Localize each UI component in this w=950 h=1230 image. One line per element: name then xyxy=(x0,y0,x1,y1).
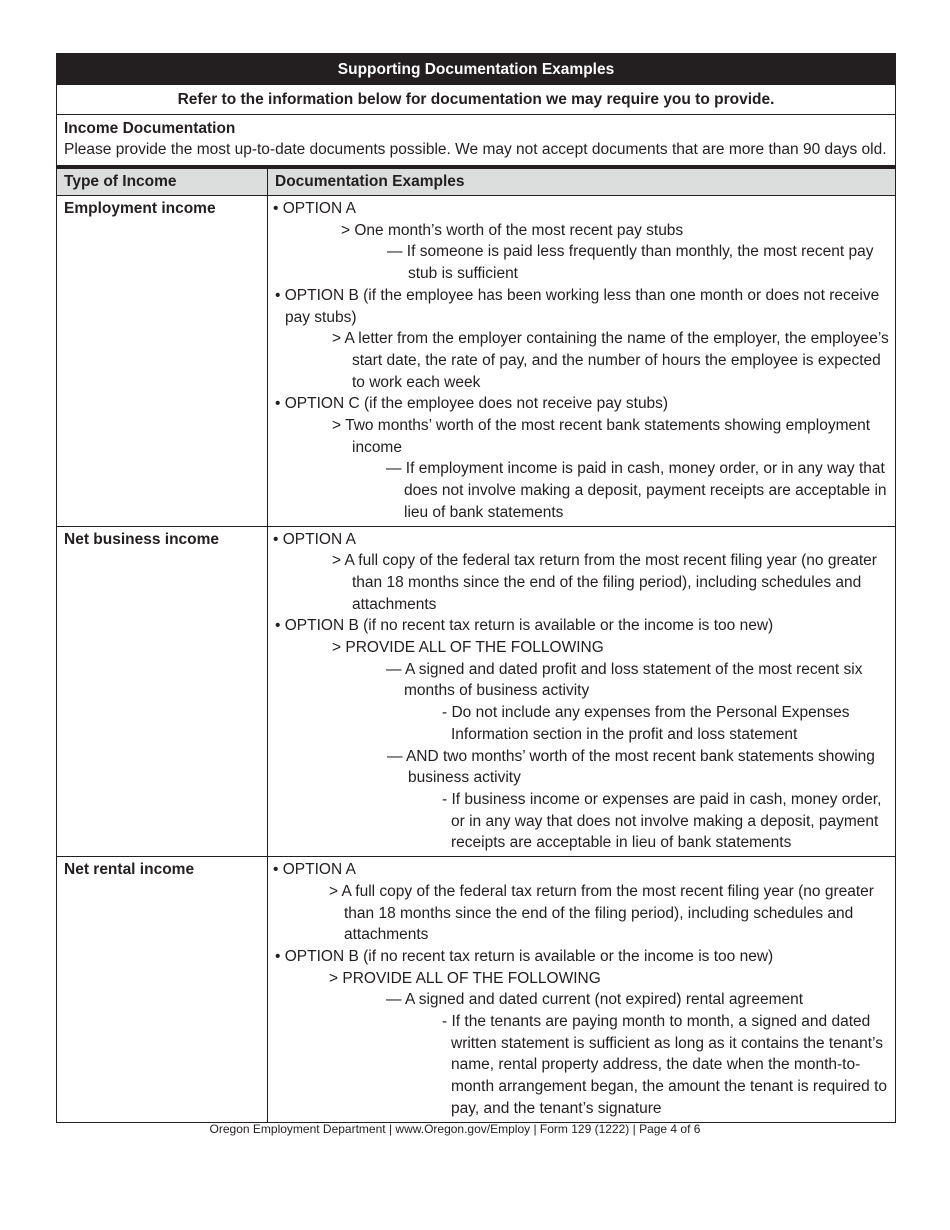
table-header-row xyxy=(57,169,895,196)
section-title: Supporting Documentation Examples xyxy=(57,54,895,85)
documentation-examples xyxy=(268,526,896,857)
option-c: • OPTION C (if the employee does not receive pay stubs) xyxy=(275,395,669,413)
table-row xyxy=(57,526,895,857)
documentation-examples xyxy=(268,196,896,527)
section-subtitle: Refer to the information below for documentation we may require you to provide. xyxy=(57,85,895,115)
option-a: • OPTION A xyxy=(273,530,356,548)
list-item: > A full copy of the federal tax return from the most recent filing year (no greater than 18 months since the end of the filing period), including schedules and attachments xyxy=(332,552,877,613)
column-header-examples: Documentation Examples xyxy=(268,169,896,196)
list-item: - If business income or expenses are paid in cash, money order, or in any way that does not involve making a deposit, payment receipts are acceptable in lieu of bank statements xyxy=(442,790,882,852)
list-item: > A full copy of the federal tax return from the most recent filing year (no greater than 18 months since the end of the filing period), including schedules and attachments xyxy=(329,882,874,944)
column-header-type: Type of Income xyxy=(57,169,268,196)
list-item: - Do not include any expenses from the Personal Expenses Information section in the profit and loss statement xyxy=(442,704,850,743)
list-item: > One month’s worth of the most recent pay stubs xyxy=(341,221,684,239)
intro-text: Please provide the most up-to-date documents possible. We may not accept documents that are more than 90 days old. xyxy=(64,141,887,158)
documentation-examples xyxy=(268,857,896,1122)
list-item: > PROVIDE ALL OF THE FOLLOWING xyxy=(332,639,604,657)
list-item: — A signed and dated profit and loss statement of the most recent six months of business activity xyxy=(386,660,863,700)
option-b: • OPTION B (if no recent tax return is available or the income is too new) xyxy=(275,947,774,965)
option-b: • OPTION B (if no recent tax return is available or the income is too new) xyxy=(275,617,774,635)
income-documentation-table xyxy=(57,169,895,1122)
list-item: > A letter from the employer containing the name of the employer, the employee’s start date, the rate of pay, and the number of hours the employee is expected to work each week xyxy=(332,330,889,391)
option-b: • OPTION B (if the employee has been working less than one month or does not receive pay stubs) xyxy=(275,286,880,326)
list-item: — A signed and dated current (not expired) rental agreement xyxy=(386,991,804,1009)
option-a: • OPTION A xyxy=(273,861,356,879)
documentation-form xyxy=(56,53,896,1123)
list-item: — AND two months’ worth of the most recent bank statements showing business activity xyxy=(387,747,875,787)
list-item: > PROVIDE ALL OF THE FOLLOWING xyxy=(329,969,601,987)
list-item: — If someone is paid less frequently than monthly, the most recent pay stub is sufficient xyxy=(387,243,874,283)
table-row xyxy=(57,196,895,527)
list-item: > Two months’ worth of the most recent bank statements showing employment income xyxy=(332,417,871,456)
income-type: Employment income xyxy=(57,196,268,527)
intro-heading: Income Documentation xyxy=(64,120,236,137)
income-type: Net rental income xyxy=(57,857,268,1122)
list-item: - If the tenants are paying month to month, a signed and dated written statement is sufficient as long as it contains the tenant’s name, rental property address, the date when the month-to-month arrangement began, the amount the tenant is required to pay, and the tenant’s signature xyxy=(442,1013,888,1117)
page-footer: Oregon Employment Department | www.Oregon.gov/Employ | Form 129 (1222) | Page 4 of 6 xyxy=(209,1122,701,1136)
option-a: • OPTION A xyxy=(273,200,356,217)
income-documentation-intro xyxy=(57,115,895,169)
income-type: Net business income xyxy=(57,526,268,857)
list-item: — If employment income is paid in cash, money order, or in any way that does not involve making a deposit, payment receipts are acceptable in lieu of bank statements xyxy=(386,460,887,521)
table-row xyxy=(57,857,895,1122)
